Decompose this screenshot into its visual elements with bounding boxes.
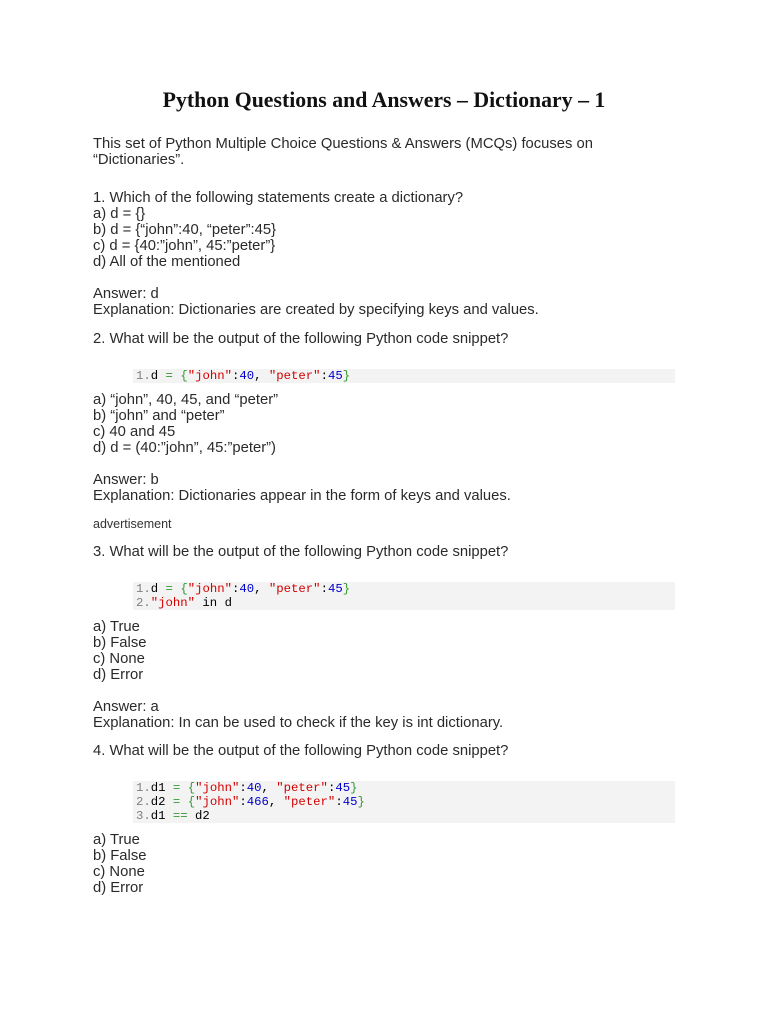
code-string-token: "peter" — [268, 582, 321, 596]
code-plain-token: d1 — [150, 809, 173, 823]
code-text — [151, 781, 358, 795]
code-plain-token: : — [231, 369, 240, 383]
option-b: b) “john” and “peter” — [93, 408, 225, 424]
option-d: d) All of the mentioned — [93, 254, 241, 270]
code-operator-token: == — [172, 809, 188, 823]
explanation-text: Explanation: Dictionaries are created by specifying keys and values. — [93, 302, 539, 318]
answer-block — [93, 472, 675, 504]
option-c: c) d = {40:”john”, 45:”peter”} — [93, 238, 276, 254]
option-b: b) False — [93, 635, 147, 651]
question-prompt: 2. What will be the output of the following Python code snippet? — [93, 331, 509, 347]
code-number-token: 40 — [246, 781, 262, 795]
code-number-token: 40 — [239, 582, 255, 596]
answer-block — [93, 286, 675, 318]
code-number-token: 466 — [246, 795, 269, 809]
code-plain-token: d — [150, 369, 166, 383]
line-number: 1. — [136, 369, 151, 383]
code-operator-token: { — [187, 795, 196, 809]
code-line-2 — [136, 596, 675, 610]
code-plain-token: , — [254, 582, 269, 596]
code-plain-token: d2 — [150, 795, 173, 809]
answer-text: Answer: b — [93, 472, 159, 488]
code-plain-token: , — [268, 795, 284, 809]
code-plain-token: : — [320, 369, 328, 383]
option-b: b) False — [93, 848, 147, 864]
page-title: Python Questions and Answers – Dictionary – 1 — [162, 88, 606, 112]
code-plain-token — [180, 781, 187, 795]
code-number-token: 45 — [327, 582, 343, 596]
code-plain-token: : — [231, 582, 240, 596]
code-plain-token: : — [320, 582, 328, 596]
option-d: d) Error — [93, 880, 144, 896]
answer-block — [93, 699, 675, 731]
code-operator-token: = — [165, 582, 173, 596]
code-text — [151, 369, 350, 383]
code-plain-token: d — [150, 582, 166, 596]
code-operator-token: { — [187, 781, 196, 795]
code-string-token: "john" — [187, 582, 232, 596]
code-text — [151, 582, 350, 596]
answer-options — [93, 832, 675, 896]
code-number-token: 45 — [327, 369, 343, 383]
code-line-1 — [136, 582, 675, 596]
option-b: b) d = {“john”:40, “peter”:45} — [93, 222, 277, 238]
code-operator-token: = — [165, 369, 173, 383]
code-string-token: "peter" — [283, 795, 336, 809]
code-snippet — [133, 582, 675, 610]
option-a: a) “john”, 40, 45, and “peter” — [93, 392, 279, 408]
code-snippet — [133, 781, 675, 823]
code-operator-token: } — [342, 369, 351, 383]
question-prompt: 1. Which of the following statements create a dictionary? — [93, 190, 464, 206]
code-line-1 — [136, 781, 675, 795]
question-2 — [93, 331, 675, 504]
code-line-3 — [136, 809, 675, 823]
line-number: 2. — [136, 795, 151, 809]
code-text — [151, 809, 210, 823]
advertisement-label: advertisement — [93, 517, 172, 531]
code-operator-token: } — [350, 781, 358, 795]
code-plain-token: , — [261, 781, 277, 795]
code-line-1 — [136, 369, 675, 383]
answer-text: Answer: d — [93, 286, 159, 302]
option-c: c) None — [93, 864, 145, 880]
code-operator-token: { — [180, 582, 188, 596]
question-prompt: 4. What will be the output of the following Python code snippet? — [93, 743, 509, 759]
option-d: d) d = (40:”john”, 45:”peter”) — [93, 440, 276, 456]
code-plain-token: d2 — [187, 809, 210, 823]
explanation-text: Explanation: Dictionaries appear in the form of keys and values. — [93, 488, 511, 504]
option-a: a) True — [93, 619, 140, 635]
code-plain-token: , — [254, 369, 269, 383]
code-snippet — [133, 369, 675, 383]
answer-options — [93, 206, 675, 270]
code-operator-token: } — [357, 795, 365, 809]
option-c: c) None — [93, 651, 145, 667]
code-plain-token: in d — [195, 596, 232, 610]
question-3 — [93, 544, 675, 731]
code-string-token: "john" — [150, 596, 196, 610]
question-1 — [93, 190, 675, 318]
option-a: a) True — [93, 832, 140, 848]
option-d: d) Error — [93, 667, 144, 683]
answer-text: Answer: a — [93, 699, 159, 715]
code-plain-token — [180, 795, 187, 809]
option-c: c) 40 and 45 — [93, 424, 176, 440]
line-number: 2. — [136, 596, 151, 610]
line-number: 1. — [136, 582, 151, 596]
code-plain-token: : — [239, 795, 247, 809]
option-a: a) d = {} — [93, 206, 146, 222]
intro-paragraph: This set of Python Multiple Choice Questions & Answers (MCQs) focuses on “Dictionaries”. — [93, 136, 594, 168]
code-text — [151, 596, 232, 610]
answer-options — [93, 619, 675, 683]
code-line-2 — [136, 795, 675, 809]
code-number-token: 45 — [335, 781, 351, 795]
code-operator-token: = — [172, 795, 181, 809]
code-string-token: "john" — [187, 369, 232, 383]
code-plain-token: : — [335, 795, 343, 809]
code-number-token: 45 — [342, 795, 358, 809]
code-string-token: "peter" — [276, 781, 328, 795]
code-text — [151, 795, 365, 809]
explanation-text: Explanation: In can be used to check if the key is int dictionary. — [93, 715, 504, 731]
code-plain-token: : — [327, 781, 336, 795]
code-plain-token: : — [239, 781, 247, 795]
code-string-token: "peter" — [268, 369, 321, 383]
question-prompt: 3. What will be the output of the following Python code snippet? — [93, 544, 509, 560]
code-string-token: "john" — [195, 781, 240, 795]
code-plain-token: d1 — [150, 781, 173, 795]
line-number: 3. — [136, 809, 151, 823]
code-operator-token: { — [180, 369, 188, 383]
question-4 — [93, 743, 675, 896]
code-number-token: 40 — [239, 369, 255, 383]
answer-options — [93, 392, 675, 456]
code-string-token: "john" — [195, 795, 240, 809]
line-number: 1. — [136, 781, 151, 795]
code-operator-token: } — [342, 582, 351, 596]
code-operator-token: = — [172, 781, 181, 795]
